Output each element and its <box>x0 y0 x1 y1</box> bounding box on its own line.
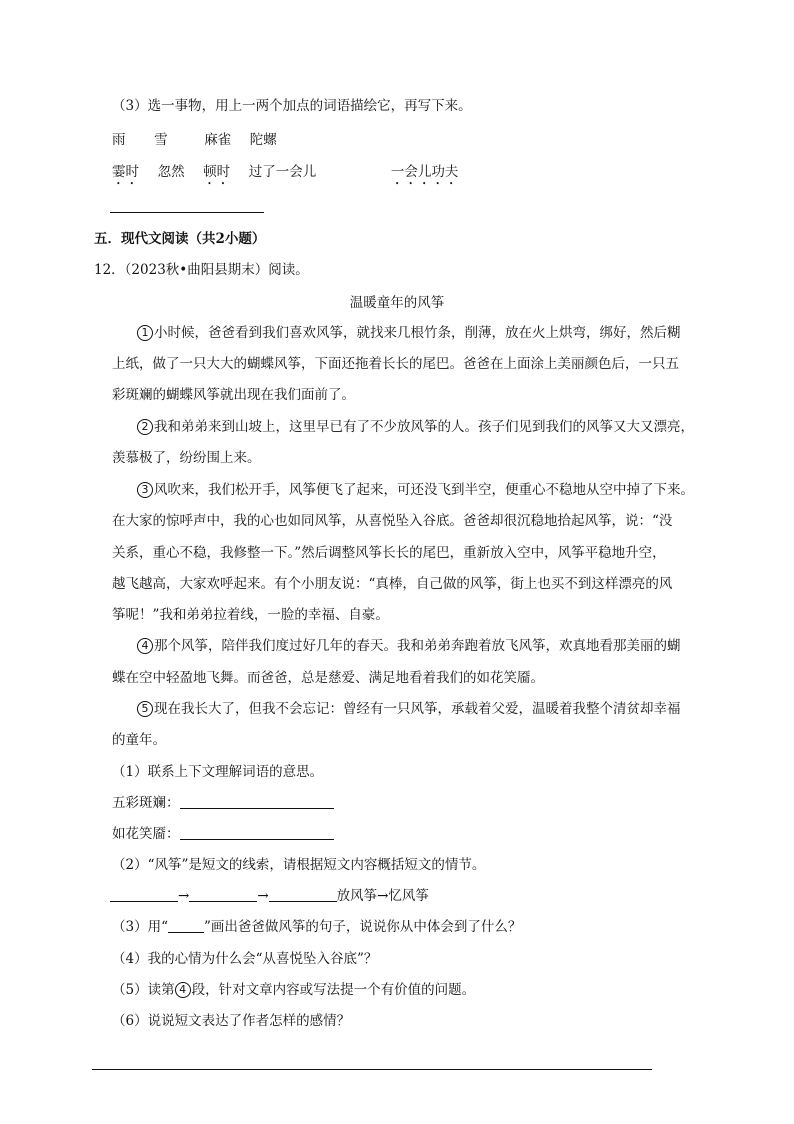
para1-line1: 1 小时候，爸爸看到我们喜欢风筝，就找来几根竹条，削薄，放在火上烘弯，绑好，然后糊 <box>137 324 681 342</box>
question-4: （4）我的心情为什么会“从喜悦坠入谷底”？ <box>112 951 378 967</box>
para-number: 4 <box>175 982 191 998</box>
para-number: 5 <box>137 701 153 717</box>
answer-blank[interactable] <box>180 794 334 809</box>
word-1: 霎时 <box>112 164 139 180</box>
plot-outline-row <box>110 887 429 905</box>
thing-rain: 雨 <box>112 132 126 148</box>
para3-line5: 筝呢！”我和弟弟拉着线，一脸的幸福、自豪。 <box>112 607 389 623</box>
arrow: → <box>178 888 190 904</box>
section-title: 五．现代文阅读（共2小题） <box>94 231 266 247</box>
thing-snow: 雪 <box>154 132 168 148</box>
question-2: （2）“风筝”是短文的线索，请根据短文内容概括短文的情节。 <box>112 857 486 873</box>
para2-line1: 2 我和弟弟来到山坡上，这里早已有了不少放风筝的人。孩子们见到我们的风筝又大又漂亮， <box>137 418 694 436</box>
thing-list <box>112 131 277 149</box>
q1-term1: 五彩斑斓： <box>112 795 180 811</box>
word-list <box>112 163 458 188</box>
question-3: （3）用“ ”画出爸爸做风筝的句子，说说你从中体会到了什么？ <box>112 919 522 935</box>
para-number: 1 <box>137 325 153 341</box>
underline-sample <box>168 920 204 933</box>
q1-term1-row <box>112 794 334 812</box>
word-3: 顿时 <box>203 164 231 180</box>
footer-rule <box>92 1069 652 1070</box>
thing-top: 陀螺 <box>249 132 277 148</box>
word-5: 一会儿功夫 <box>390 164 459 180</box>
q11-3-prompt: （3）选一事物，用上一两个加点的词语描绘它，再写下来。 <box>112 98 472 114</box>
q1-term2-row <box>112 825 334 843</box>
word-4: 过了一会儿 <box>248 164 317 180</box>
answer-line <box>110 212 264 213</box>
para5-line2: 的童年。 <box>112 732 166 748</box>
question-5: （5）读第 4 段，针对文章内容或写法提一个有价值的问题。 <box>112 982 476 998</box>
question-6: （6）说说短文表达了作者怎样的感情？ <box>112 1013 351 1029</box>
thing-sparrow: 麻雀 <box>204 132 232 148</box>
para1-line2: 上纸，做了一只大大的蝴蝶风筝，下面还拖着长长的尾巴。爸爸在上面涂上美丽颜色后，一只五 <box>112 356 679 372</box>
para3-line3: 关系，重心不稳，我修整一下。”然后调整风筝长长的尾巴，重新放入空中，风筝平稳地升空， <box>112 545 666 561</box>
para-number: 4 <box>137 638 153 654</box>
para3-line4: 越飞越高，大家欢呼起来。有个小朋友说：“真棒，自己做的风筝，街上也买不到这样漂亮的风 <box>112 576 673 592</box>
para-number: 3 <box>137 482 153 498</box>
plot-end: 放风筝→忆风筝 <box>336 888 429 904</box>
para2-line2: 羡慕极了，纷纷围上来。 <box>112 450 261 466</box>
para1-line3: 彩斑斓的蝴蝶风筝就出现在我们面前了。 <box>112 387 355 403</box>
para4-line1: 4 那个风筝，陪伴我们度过好几年的春天。我和弟弟奔跑着放飞风筝，欢真地看那美丽的蝴 <box>137 637 681 655</box>
answer-blank[interactable] <box>110 887 178 902</box>
question-1: （1）联系上下文理解词语的意思。 <box>112 764 324 780</box>
para3-line2: 在大家的惊呼声中，我的心也如同风筝，从喜悦坠入谷底。爸爸却很沉稳地拾起风筝，说：“没 <box>112 513 673 529</box>
word-2: 忽然 <box>157 164 185 180</box>
para3-line1: 3 风吹来，我们松开手，风筝便飞了起来，可还没飞到半空，便重心不稳地从空中掉了下来。 <box>137 481 694 499</box>
para4-line2: 蝶在空中轻盈地飞舞。而爸爸，总是慈爱、满足地看着我们的如花笑靥。 <box>112 670 544 686</box>
q12-header: 12．（2023秋•曲阳县期末）阅读。 <box>94 262 309 278</box>
answer-blank[interactable] <box>189 887 257 902</box>
q1-term2: 如花笑靥： <box>112 826 180 842</box>
para5-line1: 5 现在我长大了，但我不会忘记：曾经有一只风筝，承载着父爱，温暖着我整个清贫却幸福 <box>137 700 681 718</box>
answer-blank[interactable] <box>180 825 334 840</box>
para-number: 2 <box>137 419 153 435</box>
arrow: → <box>257 888 269 904</box>
passage-title: 温暖童年的风筝 <box>349 295 445 311</box>
answer-blank[interactable] <box>269 887 337 902</box>
